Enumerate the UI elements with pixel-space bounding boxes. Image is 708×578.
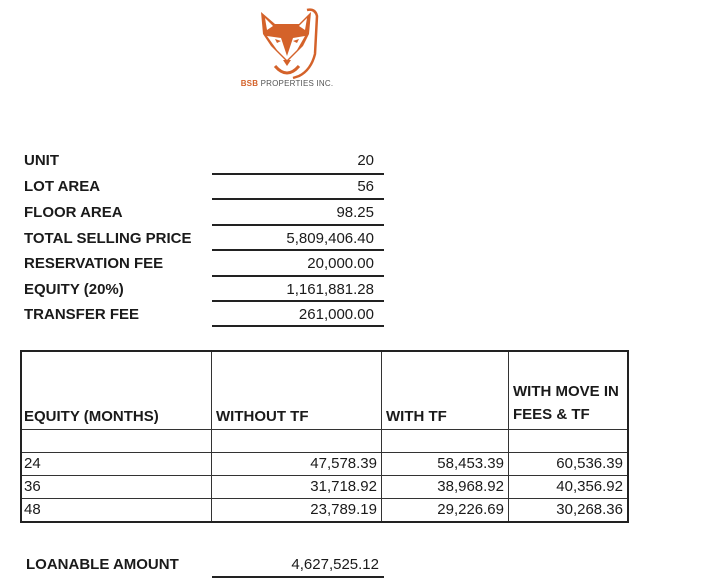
table-row — [21, 453, 628, 476]
brand-prefix: BSB — [240, 79, 259, 88]
spec-underline — [212, 249, 384, 251]
spec-label-transfer-fee: TRANSFER FEE — [24, 306, 140, 323]
spec-label-unit: UNIT — [24, 152, 59, 169]
header-with-tf: WITH TF — [382, 351, 509, 430]
spec-value-equity: 1,161,881.28 — [286, 281, 374, 298]
with-move-in-cell: 30,268.36 — [509, 499, 629, 523]
spec-label-floor-area: FLOOR AREA — [24, 204, 123, 221]
table-row — [21, 476, 628, 499]
spec-value-unit: 20 — [357, 152, 374, 169]
spec-label-total-selling-price: TOTAL SELLING PRICE — [24, 230, 192, 247]
spec-label-equity: EQUITY (20%) — [24, 281, 124, 298]
spec-underline — [212, 300, 384, 302]
spec-value-lot-area: 56 — [357, 178, 374, 195]
with-tf-cell: 38,968.92 — [382, 476, 509, 499]
without-tf-cell: 47,578.39 — [212, 453, 382, 476]
table-header-row — [21, 351, 628, 430]
header-without-tf: WITHOUT TF — [212, 351, 382, 430]
loanable-amount-value: 4,627,525.12 — [291, 556, 379, 573]
spec-underline — [212, 198, 384, 200]
without-tf-cell: 31,718.92 — [212, 476, 382, 499]
months-cell: 24 — [21, 453, 212, 476]
spec-value-reservation-fee: 20,000.00 — [307, 255, 374, 272]
empty-cell — [382, 430, 509, 453]
months-cell: 48 — [21, 499, 212, 523]
empty-cell — [21, 430, 212, 453]
with-move-in-cell: 60,536.39 — [509, 453, 629, 476]
spec-label-reservation-fee: RESERVATION FEE — [24, 255, 164, 272]
spec-underline — [212, 325, 384, 327]
spec-underline — [212, 224, 384, 226]
with-tf-cell: 29,226.69 — [382, 499, 509, 523]
with-tf-cell: 58,453.39 — [382, 453, 509, 476]
table-row — [21, 499, 628, 523]
equity-table — [20, 350, 629, 523]
empty-cell — [509, 430, 629, 453]
loanable-amount-label: LOANABLE AMOUNT — [26, 556, 179, 573]
spec-label-lot-area: LOT AREA — [24, 178, 101, 195]
spec-value-total-selling-price: 5,809,406.40 — [286, 230, 374, 247]
fox-logo-icon — [253, 6, 321, 80]
with-move-in-cell: 40,356.92 — [509, 476, 629, 499]
company-name — [213, 79, 361, 88]
without-tf-cell: 23,789.19 — [212, 499, 382, 523]
empty-cell — [212, 430, 382, 453]
spec-underline — [212, 173, 384, 175]
brand-suffix: PROPERTIES INC. — [258, 79, 334, 88]
spec-underline — [212, 275, 384, 277]
months-cell: 36 — [21, 476, 212, 499]
spec-value-floor-area: 98.25 — [336, 204, 374, 221]
table-spacer-row — [21, 430, 628, 453]
header-equity-months: EQUITY (MONTHS) — [21, 351, 212, 430]
spec-value-transfer-fee: 261,000.00 — [298, 306, 374, 323]
header-with-move-in-fees-tf: WITH MOVE IN FEES & TF — [509, 351, 629, 430]
